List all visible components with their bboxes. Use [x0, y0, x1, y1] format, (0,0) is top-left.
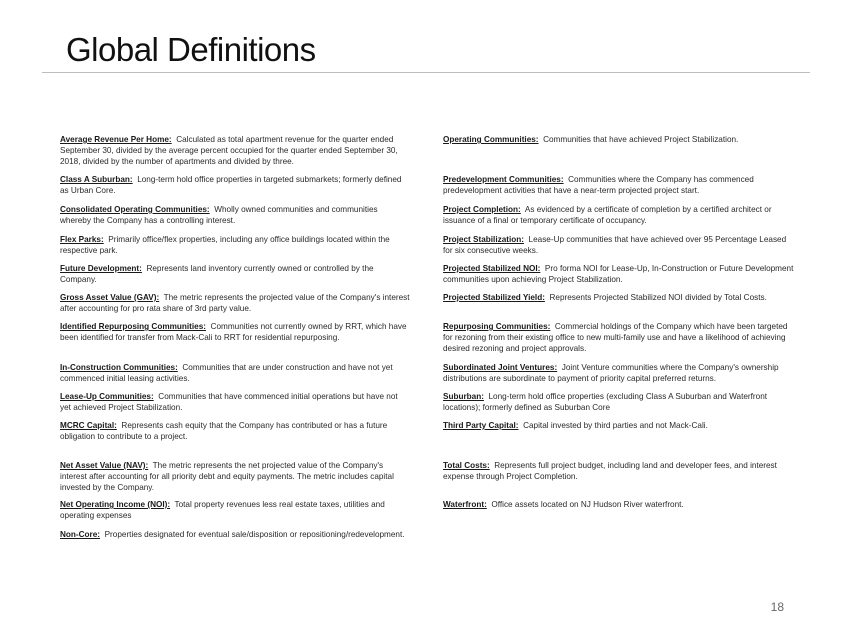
definition-third-party-capital: [443, 420, 708, 431]
definition-suburban: [443, 391, 795, 413]
page-title: Global Definitions: [66, 31, 316, 68]
definition-term: Third Party Capital:: [443, 421, 519, 430]
definition-text: Joint Venture communities where the Company's ownership distributions are subordinate to payment of priority capital preferred returns.: [443, 363, 779, 383]
definition-text: Long-term hold office properties in targeted submarkets; formerly defined as Urban Core.: [60, 175, 402, 195]
definition-text: Long-term hold office properties (excluding Class A Suburban and Waterfront locations); formerly defined as Suburban Core: [443, 392, 768, 412]
definition-term: In-Construction Communities:: [60, 363, 178, 372]
definition-project-completion: [443, 204, 795, 226]
definition-term: Total Costs:: [443, 461, 490, 470]
definition-term: Net Operating Income (NOI):: [60, 500, 171, 509]
definition-lease-up-communities: [60, 391, 410, 413]
definition-term: Projected Stabilized NOI:: [443, 264, 541, 273]
definition-text: Primarily office/flex properties, including any office buildings located within the respective park.: [60, 235, 390, 255]
definition-text: Pro forma NOI for Lease-Up, In-Construction or Future Development communities upon achieving Project Stabilization.: [443, 264, 794, 284]
definition-term: MCRC Capital:: [60, 421, 117, 430]
definition-total-costs: [443, 460, 795, 482]
definition-text: Communities that have commenced initial operations but have not yet achieved Project Stabilization.: [60, 392, 398, 412]
definition-net-asset-value: [60, 460, 410, 493]
definition-term: Identified Repurposing Communities:: [60, 322, 207, 331]
definition-text: Calculated as total apartment revenue for the quarter ended September 30, divided by the average percent occupied for the quarter ended September 30, 2018, divided by the number of apartments and divided by three.: [60, 135, 398, 166]
definition-term: Gross Asset Value (GAV):: [60, 293, 160, 302]
definition-non-core: [60, 529, 405, 540]
definition-identified-repurposing-communities: [60, 321, 410, 343]
definition-term: Net Asset Value (NAV):: [60, 461, 149, 470]
definition-term: Class A Suburban:: [60, 175, 133, 184]
definition-term: Operating Communities:: [443, 135, 539, 144]
definition-repurposing-communities: [443, 321, 795, 354]
definition-in-construction-communities: [60, 362, 410, 384]
definition-text: As evidenced by a certificate of completion by a certified architect or issuance of a final or temporary certificate of occupancy.: [443, 205, 772, 225]
definition-text: Total property revenues less real estate taxes, utilities and operating expenses: [60, 500, 385, 520]
definition-text: Communities that are under construction and have not yet commenced initial leasing activities.: [60, 363, 393, 383]
definition-term: Projected Stabilized Yield:: [443, 293, 545, 302]
definition-flex-parks: [60, 234, 410, 256]
definition-mcrc-capital: [60, 420, 410, 442]
definition-text: The metric represents the projected value of the Company's interest after accounting for pro rata share of 3rd party value.: [60, 293, 410, 313]
definition-project-stabilization: [443, 234, 795, 256]
definition-text: Properties designated for eventual sale/disposition or repositioning/redevelopment.: [104, 530, 405, 539]
definition-text: Communities not currently owned by RRT, which have been identified for transfer from Mack-Cali to RRT for residential repurposing.: [60, 322, 407, 342]
definition-text: Communities where the Company has commenced predevelopment activities that have a near-term projected project start.: [443, 175, 754, 195]
definition-term: Flex Parks:: [60, 235, 104, 244]
definition-projected-stabilized-noi: [443, 263, 795, 285]
definition-waterfront: [443, 499, 684, 510]
definition-term: Future Development:: [60, 264, 142, 273]
definition-average-revenue-per-home: [60, 134, 410, 167]
definition-text: Communities that have achieved Project Stabilization.: [543, 135, 739, 144]
definition-gross-asset-value: [60, 292, 410, 314]
definition-text: Office assets located on NJ Hudson River waterfront.: [491, 500, 684, 509]
definition-consolidated-operating-communities: [60, 204, 410, 226]
definition-term: Average Revenue Per Home:: [60, 135, 172, 144]
definition-text: Represents full project budget, including land and developer fees, and interest expense through Project Completion.: [443, 461, 777, 481]
definition-projected-stabilized-yield: [443, 292, 767, 303]
definition-term: Project Completion:: [443, 205, 521, 214]
definition-term: Repurposing Communities:: [443, 322, 551, 331]
definition-text: Capital invested by third parties and not Mack-Cali.: [523, 421, 708, 430]
definition-text: Represents land inventory currently owned or controlled by the Company.: [60, 264, 374, 284]
definition-term: Waterfront:: [443, 500, 487, 509]
definition-text: The metric represents the net projected value of the Company's interest after accounting for all priority debt and equity payments. The metric includes capital invested by the Company.: [60, 461, 394, 492]
definition-term: Subordinated Joint Ventures:: [443, 363, 558, 372]
definition-future-development: [60, 263, 410, 285]
definition-predevelopment-communities: [443, 174, 795, 196]
definition-text: Wholly owned communities and communities whereby the Company has a controlling interest.: [60, 205, 378, 225]
definition-text: Represents cash equity that the Company has contributed or has a future obligation to contribute to a project.: [60, 421, 388, 441]
definition-text: Lease-Up communities that have achieved over 95 Percentage Leased for six consecutive weeks.: [443, 235, 787, 255]
definition-term: Non-Core:: [60, 530, 101, 539]
definition-term: Predevelopment Communities:: [443, 175, 564, 184]
definition-term: Consolidated Operating Communities:: [60, 205, 210, 214]
definition-subordinated-joint-ventures: [443, 362, 795, 384]
definition-term: Suburban:: [443, 392, 484, 401]
definition-term: Project Stabilization:: [443, 235, 524, 244]
title-divider: [42, 72, 810, 73]
definition-class-a-suburban: [60, 174, 410, 196]
definition-text: Represents Projected Stabilized NOI divided by Total Costs.: [549, 293, 767, 302]
definition-text: Commercial holdings of the Company which have been targeted for rezoning from their existing office to new multi-family use and have a likelihood of achieving desired rezoning and project approvals.: [443, 322, 788, 353]
definition-operating-communities: [443, 134, 738, 145]
definition-net-operating-income: [60, 499, 410, 521]
definition-term: Lease-Up Communities:: [60, 392, 154, 401]
page-number: 18: [770, 600, 784, 614]
